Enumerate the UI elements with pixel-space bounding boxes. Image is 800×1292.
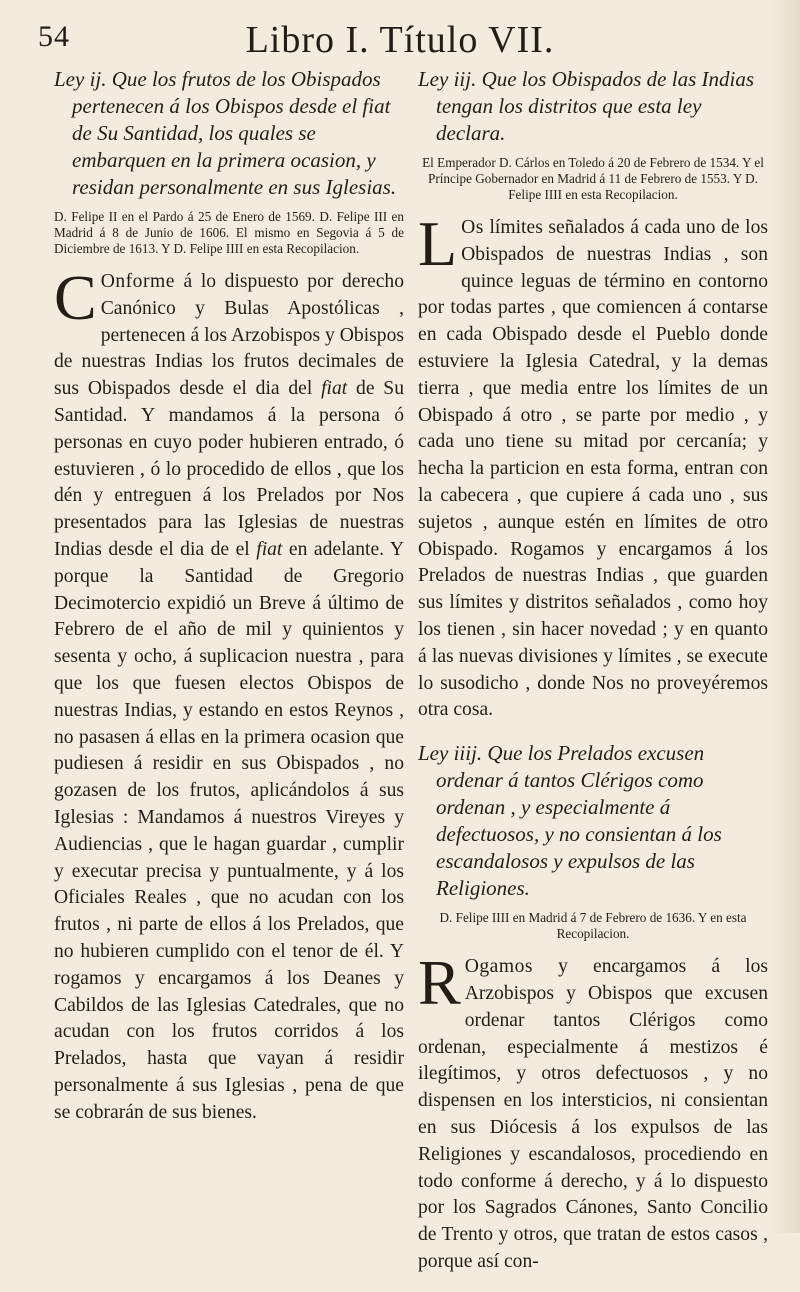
- law-2-dropcap: C: [54, 262, 97, 333]
- running-head: Libro I. Título VII.: [245, 19, 555, 61]
- page-edge-shading: [770, 0, 800, 1233]
- law-2-text: [54, 262, 405, 1127]
- law-4-dropcap: R: [418, 947, 461, 1019]
- law-2-fiat-2: fiat: [256, 538, 283, 560]
- law-2-first-word: Onforme: [100, 271, 175, 292]
- law-2-title: Ley ij. Que los frutos de los Obispados pertenecen á los Obispos desde el fiat de Su Santidad, los quales se embarquen en la primera ocasion, y residan personalmente en sus Iglesias.: [54, 67, 397, 199]
- law-3-text: [418, 208, 768, 724]
- law-2-text-part-3: en adelante. Y porque la Santidad de Gregorio Decimotercio expidió un Breve á último de Febrero de el año de mil y quinientos y sesenta y ocho, á suplicacion nuestra , para que los que fuesen electos Obispos de nuestras Indias, y estando en estos Reynos , no pasasen á ellas en la primera ocasion que pudiesen á residir en sus Obispados , no gozasen de los frutos, aplicándolos á sus Iglesias : Mandamos á nuestros Vireyes y Audiencias , que le hagan guardar , cumplir y executar precisa y puntualmente, y á los Oficiales Reales , que no acudan con los frutos , ni parte de ellos á los Prelados, que no hubieren cumplido con el tenor de él. Y rogamos y encargamos á los Deanes y Cabildos de las Iglesias Catedrales, que no acudan con los frutos corridos á los Prelados, hasta que vayan á residir personalmente á sus Iglesias , pena de que se cobrarán de sus bienes.: [54, 538, 404, 1123]
- law-3-title: Ley iij. Que los Obispados de las Indias tengan los distritos que esta ley declara.: [418, 67, 754, 145]
- law-2-text-part-1: á lo dispuesto por derecho Canónico y Bulas Apostólicas , pertenecen á los Arzobispos y Obispos de nuestras Indias los frutos decimales de sus Obispados desde el dia del: [54, 271, 404, 400]
- law-3-dropcap: L: [418, 208, 458, 279]
- law-3-first-word: Os: [461, 217, 484, 238]
- right-column: [418, 66, 768, 1292]
- law-3-citation: El Emperador D. Cárlos en Toledo á 20 de Febrero de 1534. Y el Príncipe Gobernador en Madrid á 11 de Febrero de 1553. Y D. Felipe IIII en esta Recopilacion.: [422, 155, 764, 202]
- law-2-fiat-1: fiat: [321, 378, 348, 400]
- law-4-title: Ley iiij. Que los Prelados excusen ordenar á tantos Clérigos como ordenan , y especialmente á defectuosos, y no consientan á los escandalosos y expulsos de las Religiones.: [418, 741, 722, 901]
- law-2-citation: D. Felipe II en el Pardo á 25 de Enero de 1569. D. Felipe III en Madrid á 8 de Junio de 1606. El mismo en Segovia á 5 de Diciembre de 1613. Y D. Felipe IIII en esta Recopilacion.: [54, 209, 404, 256]
- law-3-body: límites señalados á cada uno de los Obispados de nuestras Indias , son quince leguas de término en contorno por todas partes , que comiencen á contarse en cada Obispado desde el Pueblo donde estuviere la Iglesia Catedral, y la demas tierra , que media entre los límites de un Obispado á otro , se parte por medio , y cada uno tiene su mitad por cercanía; y hecha la particion en esta forma, entran con la cabecera , que cupiere á cada uno , sus sujetos , aunque estén en límites de otro Obispado. Rogamos y encargamos á los Prelados de nuestras Indias , que guarden sus límites y distritos señalados , como hoy los tienen , sin hacer novedad ; y en quanto á las nuevas divisiones y límites , se execute lo susodicho , donde Nos no proveyéremos otra cosa.: [418, 217, 768, 721]
- law-4-text: [418, 947, 768, 1276]
- left-column: [54, 66, 404, 1143]
- page-number: 54: [38, 20, 70, 53]
- page-header: [0, 18, 800, 68]
- law-4-citation: D. Felipe IIII en Madrid á 7 de Febrero de 1636. Y en esta Recopilacion.: [439, 910, 747, 942]
- law-4-body: y encargamos á los Arzobispos y Obispos que excusen ordenar tantos Clérigos como ordenan, especialmente á mestizos é ilegítimos, y otros defectuosos , y no dispensen en los intersticios, ni consientan en sus Diócesis á los expulsos de las Religiones y escandalosos, procediendo en todo conforme á derecho, y á lo dispuesto por los Sagrados Cánones, Santo Concilio de Trento y otros, que tratan de estos casos , porque así con-: [418, 956, 768, 1272]
- law-4-first-word: Ogamos: [464, 956, 533, 978]
- law-2-text-part-2: de Su Santidad. Y mandamos á la persona ó personas en cuyo poder hubieren entrado, ó estuvieren , ó lo procedido de ellos , que los dén y entreguen á los Prelados por Nos presentados para las Iglesias de nuestras Indias desde el dia de el: [54, 378, 405, 560]
